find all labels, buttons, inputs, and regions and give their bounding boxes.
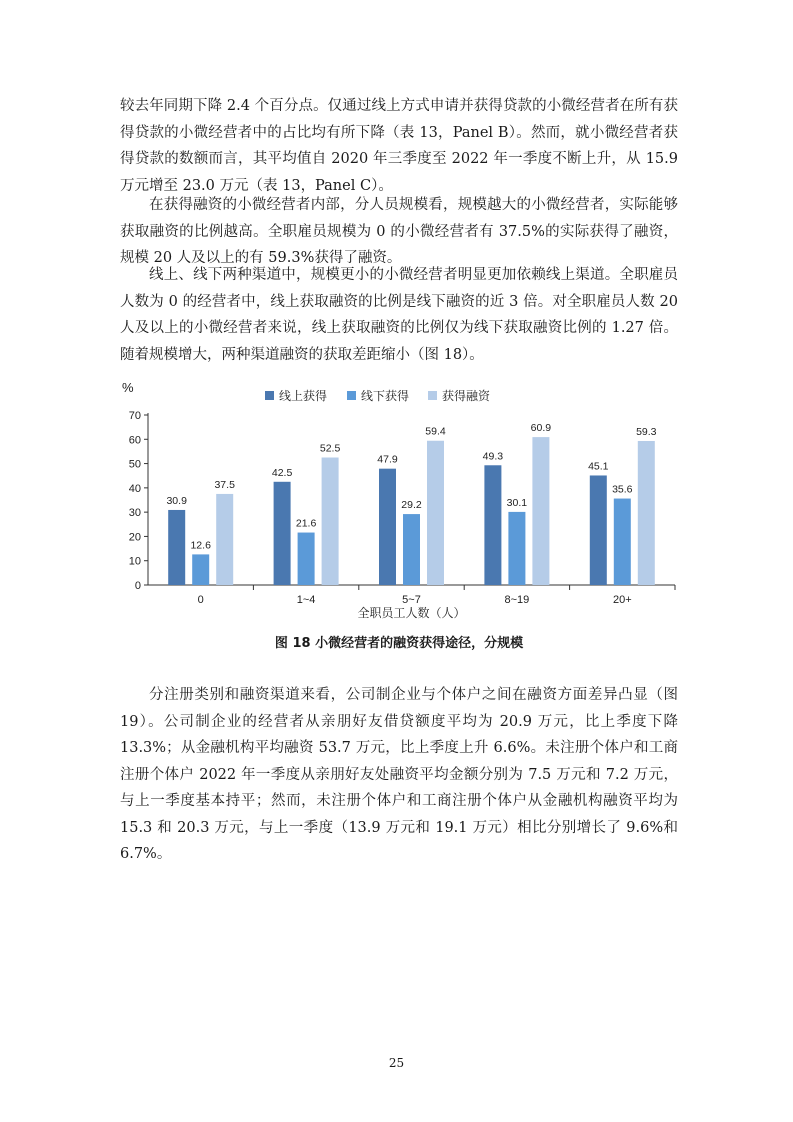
paragraph-3: 线上、线下两种渠道中，规模更小的小微经营者明显更加依赖线上渠道。全职雇员人数为 0 的经营者中，线上获取融资的比例是线下融资的近 3 倍。对全职雇员人数 20 人及以上的小微经营者来说，线上获取融资的比例仅为线下获取融资比例的 1.27 倍。随着规模增大，两种渠道融资的获取差距缩小（图 18）。 (120, 267, 678, 363)
y-tick-label: 60 (128, 434, 141, 447)
data-label: 35.6 (612, 483, 633, 496)
bar-2-5 (614, 499, 631, 585)
data-label: 37.5 (214, 478, 235, 491)
x-axis-title: 全职员工人数（人） (357, 606, 466, 620)
x-tick-label: 1~4 (296, 594, 316, 606)
x-tick-label: 5~7 (402, 594, 421, 606)
x-tick-label: 0 (197, 594, 204, 606)
y-tick-label: 30 (128, 507, 141, 520)
data-label: 45.1 (588, 460, 609, 473)
bar-2-4 (508, 512, 525, 585)
data-label: 30.1 (506, 496, 528, 509)
legend-label-2: 线下获得 (361, 389, 410, 403)
figure-caption: 图 18 小微经营者的融资获得途径，分规模 (274, 636, 524, 651)
y-tick-label: 70 (128, 410, 141, 422)
bar-1-3 (379, 469, 396, 585)
bar-1-1 (168, 510, 185, 585)
bar-3-4 (532, 437, 549, 585)
data-label: 59.3 (636, 425, 657, 438)
bar-2-2 (298, 533, 315, 585)
bar-3-3 (427, 441, 444, 585)
legend-label-1: 线上获得 (279, 389, 328, 403)
paragraph-4: 分注册类别和融资渠道来看，公司制企业与个体户之间在融资方面差异凸显（图 19）。公司制企业的经营者从亲朋好友借贷额度平均为 20.9 万元，比上季度下降 13.3%；从金融机构平均融资 53.7 万元，比上季度上升 6.6%。未注册个体户和工商注册个体户 2022 年一季度从亲朋好友处融资平均金额分别为 7.5 万元和 7.2 万元，与上一季度基本持平；然而，未注册个体户和工商注册个体户从金融机构融资平均为 15.3 和 20.3 万元，与上一季度（13.9 万元和 19.1 万元）相比分别增长了 9.6%和 6.7%。 (120, 687, 678, 862)
bar-1-2 (274, 482, 291, 585)
y-tick-label: 20 (128, 531, 141, 544)
bar-1-4 (484, 465, 501, 585)
legend-swatch-1 (265, 391, 274, 400)
legend-swatch-2 (347, 391, 356, 400)
bar-2-1 (192, 554, 209, 585)
bar-2-3 (403, 514, 420, 585)
legend-swatch-3 (428, 391, 437, 400)
bar-3-5 (638, 441, 655, 585)
bar-3-2 (322, 458, 339, 586)
data-label: 59.4 (425, 425, 446, 438)
y-axis-unit-label: % (122, 380, 134, 395)
data-label: 60.9 (530, 422, 552, 435)
data-label: 29.2 (401, 499, 422, 512)
y-tick-label: 40 (128, 482, 141, 495)
page-number: 25 (388, 1056, 405, 1070)
x-tick-label: 20+ (612, 594, 632, 606)
paragraph-2: 在获得融资的小微经营者内部，分人员规模看，规模越大的小微经营者，实际能够获取融资的比例越高。全职雇员规模为 0 的小微经营者有 37.5%的实际获得了融资，规模 20 人及以上的有 59.3%获得了融资。 (120, 197, 678, 266)
data-label: 30.9 (166, 494, 187, 507)
y-tick-label: 50 (128, 458, 141, 471)
data-label: 52.5 (319, 442, 341, 455)
data-label: 21.6 (295, 517, 317, 530)
data-label: 12.6 (190, 539, 211, 552)
y-tick-label: 0 (134, 580, 141, 592)
legend-label-3: 获得融资 (442, 389, 491, 403)
x-tick-label: 8~19 (504, 594, 530, 606)
data-label: 42.5 (271, 466, 293, 479)
bar-chart (110, 375, 680, 620)
bar-3-1 (216, 494, 233, 585)
bar-1-5 (590, 475, 607, 585)
data-label: 49.3 (482, 450, 504, 463)
data-label: 47.9 (377, 453, 398, 466)
y-tick-label: 10 (128, 555, 141, 568)
paragraph-1: 较去年同期下降 2.4 个百分点。仅通过线上方式申请并获得贷款的小微经营者在所有获得贷款的小微经营者中的占比均有所下降（表 13，Panel B）。然而，就小微经营者获得贷款的数额而言，其平均值自 2020 年三季度至 2022 年一季度不断上升，从 15.9 万元增至 23.0 万元（表 13，Panel C）。 (120, 98, 678, 194)
